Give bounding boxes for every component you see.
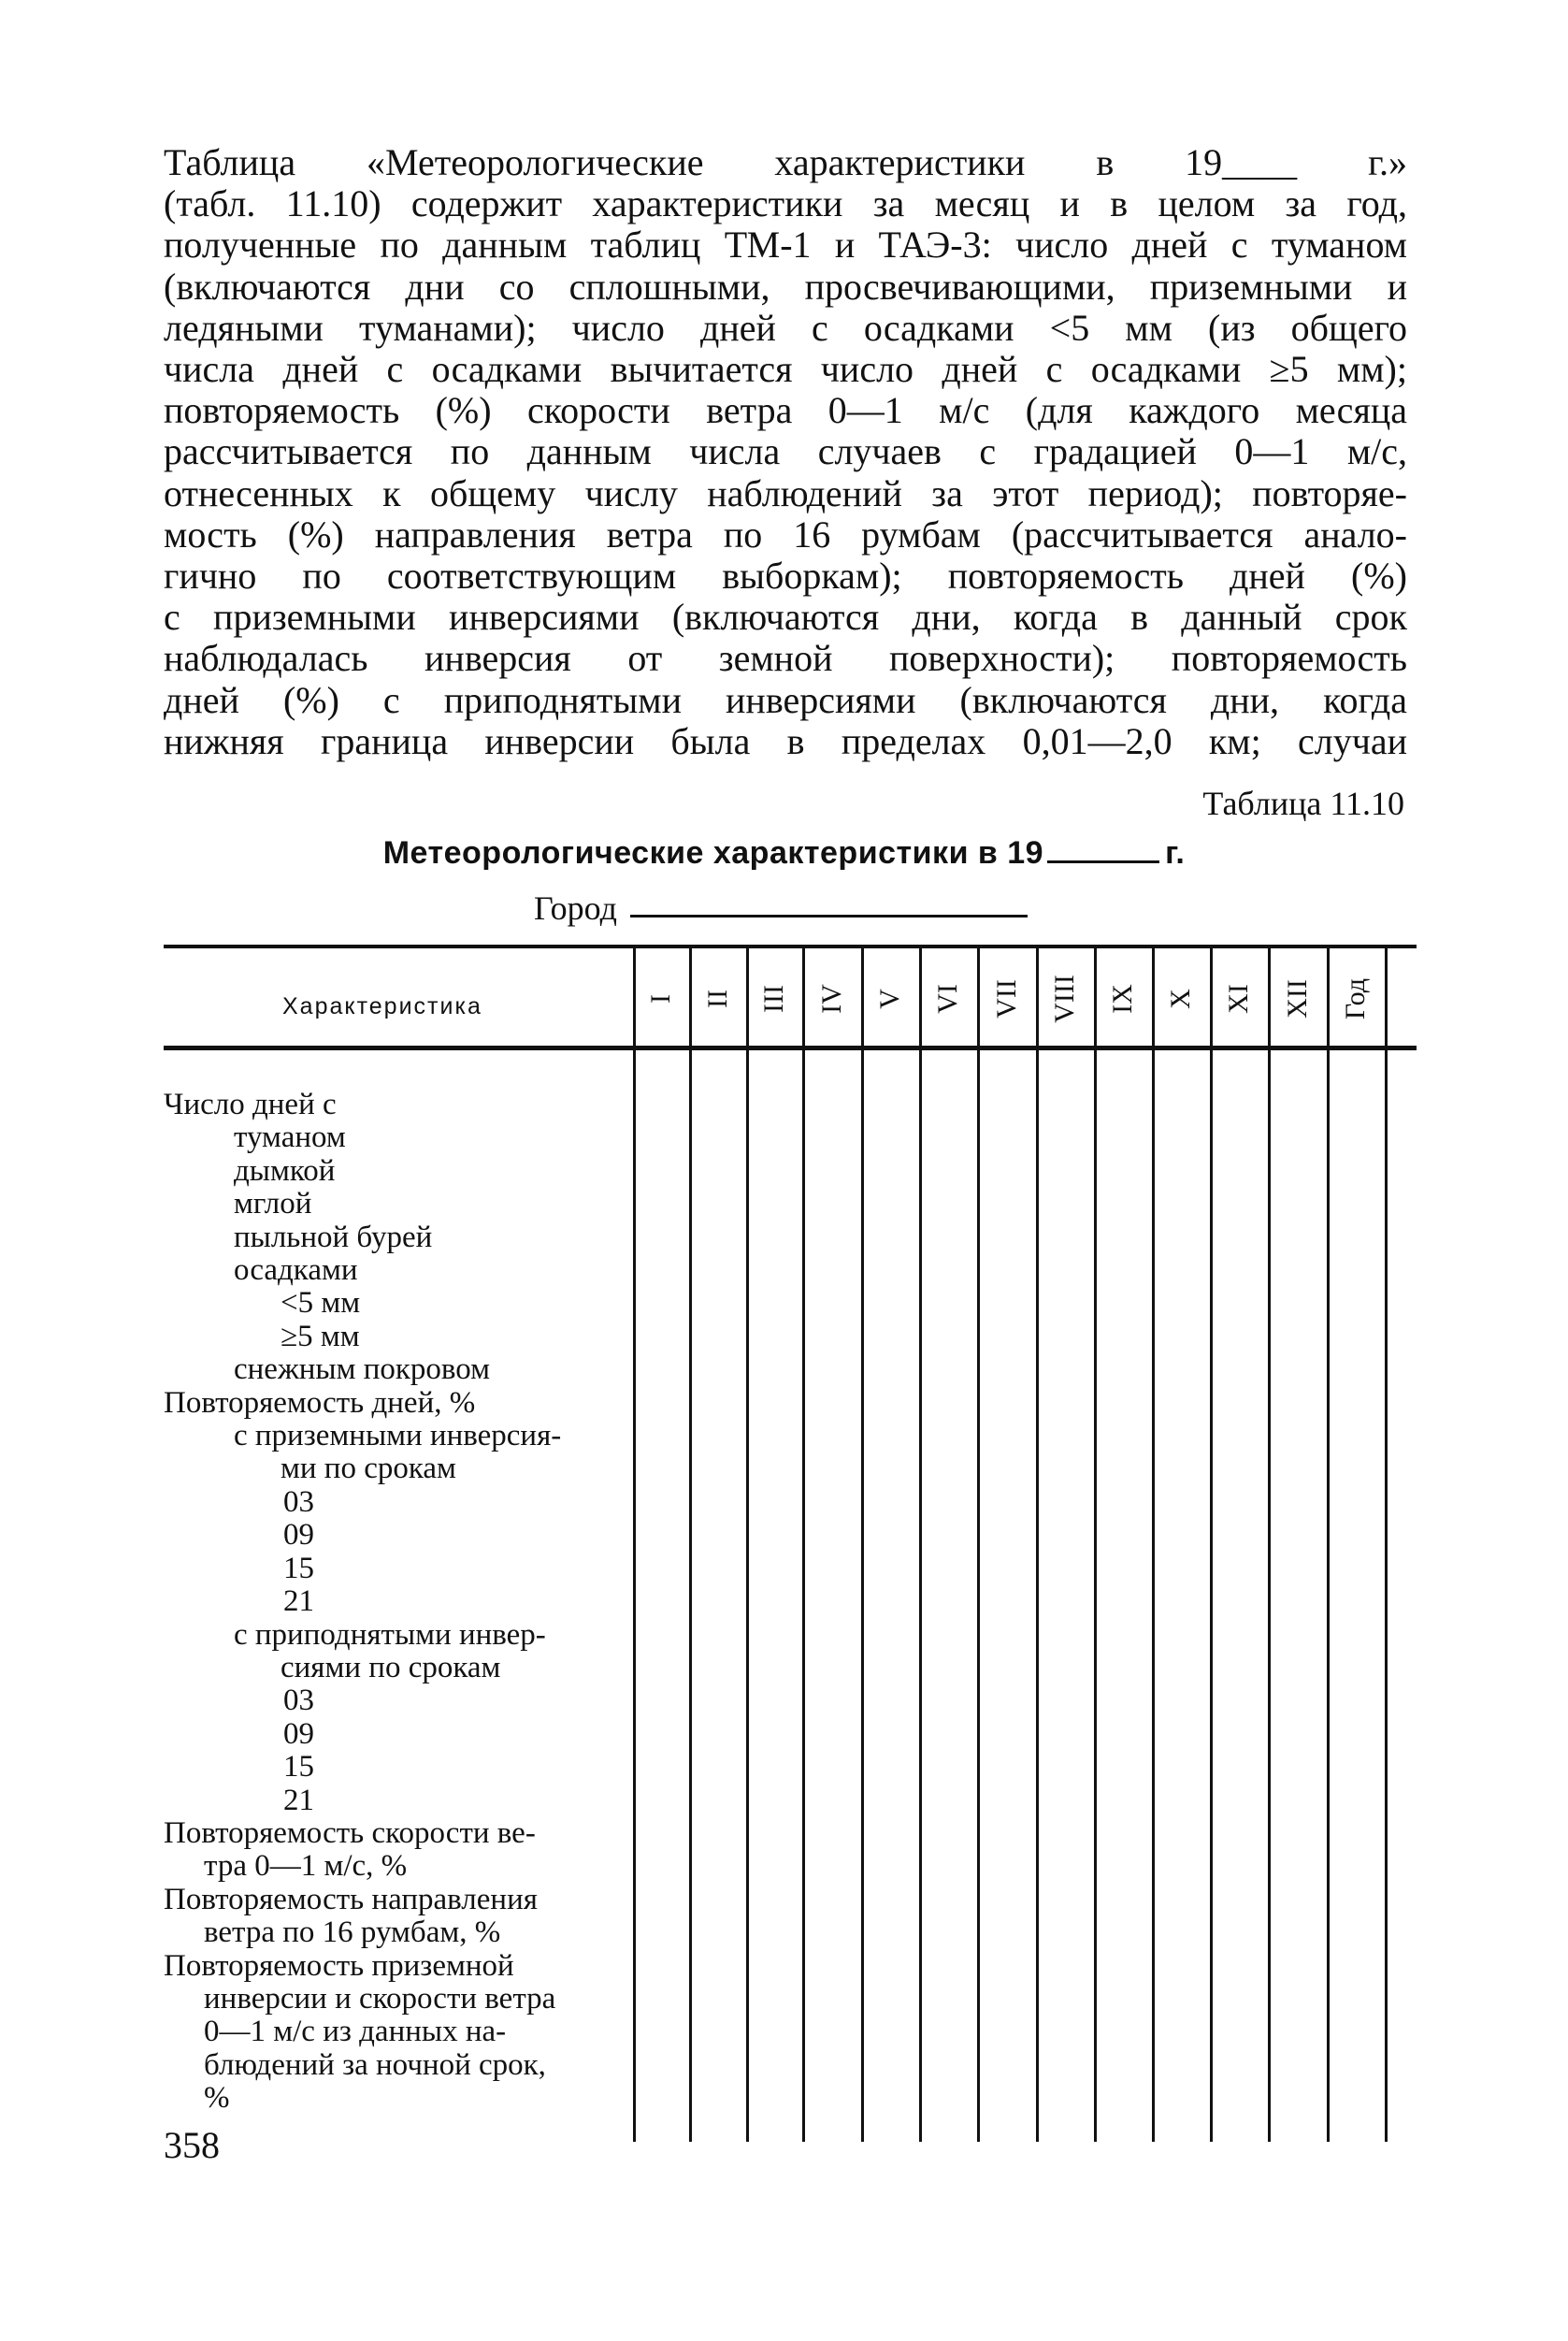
- year-blank: [1047, 860, 1159, 863]
- table-row-label: тра 0—1 м/с, %: [204, 1849, 408, 1884]
- paragraph-line: дней (%) с приподнятыми инверсиями (включаются дни, когда: [164, 678, 1407, 721]
- table-row-label: Повторяемость дней, %: [164, 1385, 476, 1420]
- column-divider: [689, 948, 692, 2142]
- column-header-month: I: [645, 994, 676, 1004]
- table-row-label: дымкой: [234, 1153, 336, 1188]
- table-row-labels: [164, 1089, 631, 2116]
- body-paragraph: [164, 142, 1407, 762]
- column-divider: [977, 948, 980, 2142]
- table-row-label: Повторяемость направления: [164, 1882, 538, 1916]
- column-divider: [746, 948, 749, 2142]
- table-row-label: 09: [283, 1716, 314, 1751]
- column-header-month: III: [758, 985, 789, 1013]
- table-number-label: Таблица 11.10: [1202, 785, 1404, 822]
- column-divider: [1268, 948, 1271, 2142]
- paragraph-line: с приземными инверсиями (включаются дни, когда в данный срок: [164, 596, 1407, 639]
- paragraph-line: ледяными туманами); число дней с осадками <5 мм (из общего: [164, 306, 1407, 349]
- table-row-label: Число дней с: [164, 1088, 337, 1121]
- table-row-label: снежным покровом: [234, 1352, 491, 1387]
- table-row-label: с приподнятыми инвер-: [234, 1617, 546, 1652]
- column-header-month: VI: [932, 984, 963, 1014]
- table-row-label: мглой: [234, 1187, 312, 1221]
- table-row-label: 03: [283, 1484, 314, 1519]
- table-row-label: Повторяемость приземной: [164, 1948, 514, 1983]
- table-row-label: <5 мм: [281, 1286, 361, 1321]
- column-divider: [633, 948, 636, 2142]
- table-row-label: ≥5 мм: [281, 1319, 360, 1353]
- paragraph-line: мость (%) направления ветра по 16 румбам (рассчитывается анало-: [164, 513, 1407, 556]
- table-row-label: сиями по срокам: [281, 1650, 501, 1684]
- paragraph-line: числа дней с осадками вычитается число дней с осадками ≥5 мм);: [164, 348, 1407, 391]
- table-row-label: 03: [283, 1683, 314, 1718]
- column-header-month: XII: [1281, 979, 1313, 1019]
- table-row-label: %: [204, 2081, 230, 2116]
- column-divider: [919, 948, 922, 2142]
- table-title-prefix: Метеорологические характеристики в 19: [382, 835, 1044, 871]
- table-row-label: 0—1 м/с из данных на-: [204, 2015, 507, 2049]
- column-header-month: IX: [1107, 984, 1138, 1014]
- city-blank: [630, 915, 1028, 918]
- table-row-label: инверсии и скорости ветра: [204, 1981, 556, 2016]
- column-header-month: II: [701, 990, 733, 1008]
- paragraph-line: нижняя граница инверсии была в пределах 0,01—2,0 км; случаи: [164, 719, 1407, 762]
- paragraph-line: рассчитывается по данным числа случаев с градацией 0—1 м/с,: [164, 430, 1407, 473]
- table-row-label: 15: [283, 1750, 314, 1785]
- paragraph-line: отнесенных к общему числу наблюдений за этот период); повторяе-: [164, 471, 1407, 514]
- column-divider: [861, 948, 864, 2142]
- column-divider: [1385, 948, 1388, 2142]
- column-header-month: IV: [815, 984, 847, 1014]
- column-divider: [1036, 948, 1039, 2142]
- column-divider: [1152, 948, 1155, 2142]
- table-row-label: Повторяемость скорости ве-: [164, 1815, 536, 1850]
- column-header-month: VII: [990, 979, 1022, 1019]
- paragraph-line: (табл. 11.10) содержит характеристики за месяц и в целом за год,: [164, 182, 1407, 225]
- column-divider: [1327, 948, 1330, 2142]
- table-row-label: 21: [283, 1783, 314, 1817]
- column-header-month: VIII: [1049, 975, 1080, 1023]
- table-title: [0, 835, 1568, 872]
- table-title-suffix: г.: [1165, 835, 1186, 871]
- city-line: [534, 889, 1028, 928]
- column-header-month: X: [1165, 989, 1196, 1009]
- column-header-month: XI: [1223, 984, 1254, 1014]
- table-row-label: осадками: [234, 1253, 358, 1288]
- table-row-label: ми по срокам: [281, 1452, 456, 1486]
- table-row-label: ветра по 16 румбам, %: [204, 1915, 501, 1950]
- table-row-label: 09: [283, 1518, 314, 1553]
- column-header-month: Год: [1340, 977, 1371, 1020]
- table-header-rule: [164, 1046, 1417, 1050]
- paragraph-line: гично по соответствующим выборкам); повторяемость дней (%): [164, 555, 1407, 598]
- column-header-characteristic: Характеристика: [282, 993, 482, 1019]
- table-row-label: с приземными инверсия-: [234, 1419, 562, 1453]
- table-row-label: 21: [283, 1584, 314, 1619]
- column-divider: [802, 948, 805, 2142]
- paragraph-line: полученные по данным таблиц ТМ-1 и ТАЭ-3: число дней с туманом: [164, 224, 1407, 267]
- paragraph-line: (включаются дни со сплошными, просвечивающими, приземными и: [164, 265, 1407, 308]
- table-row-label: пыльной бурей: [234, 1220, 433, 1254]
- column-divider: [1094, 948, 1097, 2142]
- paragraph-line: повторяемость (%) скорости ветра 0—1 м/с (для каждого месяца: [164, 389, 1407, 432]
- paragraph-line: наблюдалась инверсия от земной поверхности); повторяемость: [164, 637, 1407, 680]
- table-row-label: туманом: [234, 1120, 346, 1155]
- column-divider: [1210, 948, 1213, 2142]
- table-row-label: 15: [283, 1551, 314, 1585]
- table-top-rule: [164, 945, 1417, 948]
- city-label: Город: [534, 889, 617, 927]
- paragraph-line: Таблица «Метеорологические характеристики в 19____ г.»: [164, 141, 1407, 183]
- column-header-month: V: [874, 989, 905, 1009]
- table-row-label: блюдений за ночной срок,: [204, 2047, 546, 2082]
- page-number: 358: [164, 2124, 220, 2166]
